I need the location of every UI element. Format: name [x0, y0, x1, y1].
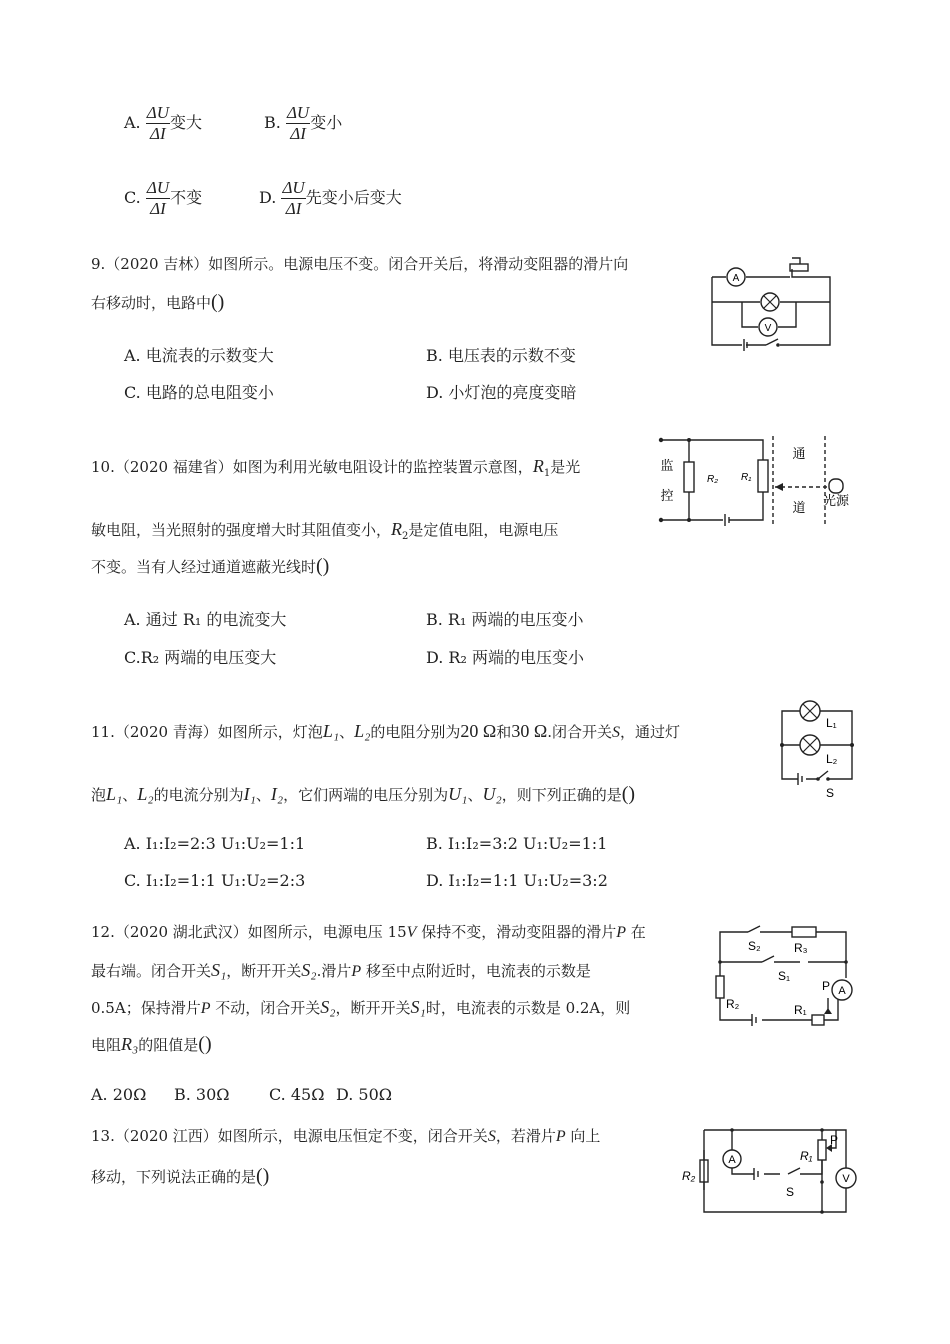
q9-stem-line1: 9.（2020 吉林）如图所示。电源电压不变。闭合开关后，将滑动变阻器的滑片向	[91, 255, 629, 273]
q10-option-b[interactable]: B. R₁ 两端的电压变小	[426, 610, 584, 629]
q12-label-s1: S₁	[778, 969, 791, 983]
q8-option-d[interactable]: D. $\frac{\Delta U}{\Delta I}$ 先变小后变大	[259, 178, 402, 218]
q12-stem-line2: 最右端。闭合开关S₁，断开开关S₂.滑片P 移至中点附近时，电流表的示数是	[91, 960, 591, 980]
q11-option-d[interactable]: D. I₁:I₂=1:1 U₁:U₂=3:2	[426, 871, 608, 890]
q10-label-channel-1: 通	[792, 446, 806, 461]
q13-stem-line1: 13.（2020 江西）如图所示，电源电压恒定不变，闭合开关S，若滑片P 向上	[91, 1127, 601, 1145]
q9-option-a[interactable]: A. 电流表的示数变大	[124, 346, 274, 365]
q12-option-d[interactable]: D. 50Ω	[336, 1085, 393, 1104]
q12-stem-line3: 0.5A；保持滑片P 不动，闭合开关S₂，断开开关S₁时，电流表的示数是 0.2A，则	[91, 997, 631, 1017]
q12-circuit-diagram	[712, 918, 858, 1030]
q11-stem-line2: 泡L₁、L₂的电流分别为I₁、I₂，它们两端的电压分别为U₁、U₂，则下列正确的是()	[91, 783, 636, 805]
q13-label-p: P	[830, 1133, 839, 1147]
q9-stem-line2: 右移动时，电路中()	[91, 291, 225, 313]
q13-label-r1: R₁	[800, 1149, 813, 1163]
q13-ammeter-label: A	[728, 1154, 736, 1166]
q11-option-c[interactable]: C. I₁:I₂=1:1 U₁:U₂=2:3	[124, 871, 306, 890]
q10-option-c[interactable]: C.R₂ 两端的电压变大	[124, 648, 277, 667]
q9-option-b[interactable]: B. 电压表的示数不变	[426, 346, 576, 365]
q8-option-d-fraction: $\frac{\Delta U}{\Delta I}$	[282, 178, 305, 218]
q10-stem-line3: 不变。当有人经过通道遮蔽光线时()	[91, 555, 330, 577]
q13-label-r2: R₂	[682, 1169, 696, 1183]
q12-label-s2: S₂	[748, 939, 761, 953]
q11-stem-line1: 11.（2020 青海）如图所示，灯泡L₁、L₂的电阻分别为20 Ω和30 Ω.闭合开关S，通过灯	[91, 721, 680, 741]
q11-label-l2: L₂	[826, 752, 838, 766]
q12-ammeter-label: A	[838, 985, 846, 997]
q10-circuit-diagram	[655, 432, 863, 530]
q10-label-monitor-1: 监	[660, 458, 674, 473]
q12-option-a[interactable]: A. 20Ω	[91, 1085, 147, 1104]
q12-stem-line4: 电阻R₃的阻值是()	[91, 1033, 212, 1055]
q12-label-p: P	[822, 979, 831, 993]
q11-label-l1: L₁	[826, 716, 837, 730]
q8-option-b[interactable]: B. $\frac{\Delta U}{\Delta I}$ 变小	[264, 103, 343, 143]
q13-stem-line2: 移动，下列说法正确的是()	[91, 1165, 270, 1187]
q9-voltmeter-label: V	[764, 323, 772, 334]
q8-option-c-fraction: $\frac{\Delta U}{\Delta I}$	[146, 178, 170, 218]
q8-option-a-fraction: $\frac{\Delta U}{\Delta I}$	[146, 103, 169, 143]
q10-label-r1: R₁	[741, 472, 752, 483]
q10-option-a[interactable]: A. 通过 R₁ 的电流变大	[124, 610, 287, 629]
q12-stem-line1: 12.（2020 湖北武汉）如图所示，电源电压 15V 保持不变，滑动变阻器的滑片P 在	[91, 923, 646, 941]
q10-option-d[interactable]: D. R₂ 两端的电压变小	[426, 648, 584, 667]
q12-option-c[interactable]: C. 45Ω	[269, 1085, 325, 1104]
q8-option-b-fraction: $\frac{\Delta U}{\Delta I}$	[286, 103, 310, 143]
q12-label-r3: R₃	[794, 941, 808, 955]
q11-option-a[interactable]: A. I₁:I₂=2:3 U₁:U₂=1:1	[124, 834, 306, 853]
q10-label-r2: R₂	[707, 474, 719, 485]
q9-option-d[interactable]: D. 小灯泡的亮度变暗	[426, 383, 577, 402]
q8-option-a[interactable]: A. $\frac{\Delta U}{\Delta I}$ 变大	[124, 103, 203, 143]
q10-label-light-source: 光源	[823, 493, 850, 508]
q12-label-r2: R₂	[726, 997, 740, 1011]
q11-option-b[interactable]: B. I₁:I₂=3:2 U₁:U₂=1:1	[426, 834, 608, 853]
q13-voltmeter-label: V	[842, 1173, 850, 1185]
q10-label-channel-2: 道	[792, 500, 806, 515]
q11-circuit-diagram	[776, 697, 858, 801]
q13-circuit-diagram	[676, 1124, 860, 1220]
q10-label-monitor-2: 控	[660, 488, 674, 503]
q9-circuit-diagram	[708, 255, 836, 355]
q9-option-c[interactable]: C. 电路的总电阻变小	[124, 383, 274, 402]
q10-stem-line2: 敏电阻，当光照射的强度增大时其阻值变小，$R_2$是定值电阻，电源电压	[91, 519, 559, 542]
q10-stem-line1: 10.（2020 福建省）如图为利用光敏电阻设计的监控装置示意图，$R_1$是光	[91, 456, 581, 479]
q12-label-r1: R₁	[794, 1003, 807, 1017]
q8-option-c[interactable]: C. $\frac{\Delta U}{\Delta I}$ 不变	[124, 178, 203, 218]
q11-label-s: S	[826, 786, 835, 800]
q9-ammeter-label: A	[732, 273, 740, 284]
q13-label-s: S	[786, 1185, 795, 1199]
q12-option-b[interactable]: B. 30Ω	[174, 1085, 230, 1104]
